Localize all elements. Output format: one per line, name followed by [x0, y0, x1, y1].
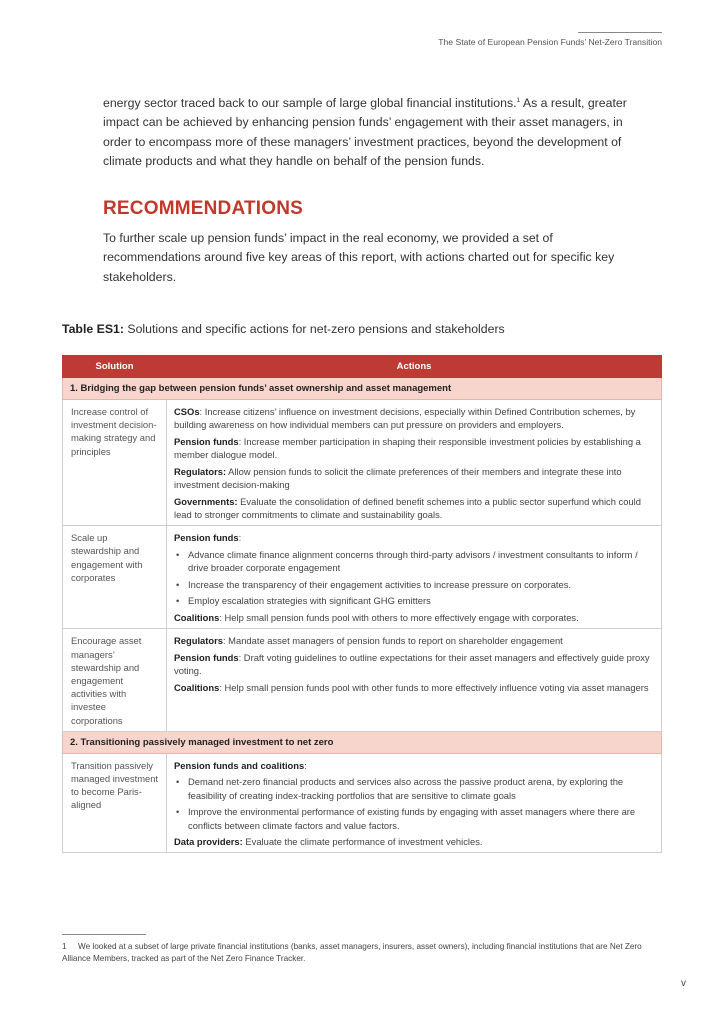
- actions-cell: [167, 526, 662, 629]
- bullet-item: • Improve the environmental performance of existing funds by engaging with asset managers where there are conflicts between climate factors and value factors.: [174, 805, 654, 831]
- action-text: Evaluate the consolidation of defined benefit schemes into a public sector superfund which could lead to stronger commitments to climate and sustainability goals.: [174, 495, 641, 520]
- footnote-text: We looked at a subset of large private financial institutions (banks, asset managers, insurers, asset owners), including financial institutions that are Net Zero Alliance Members, tracked as part of the Net Zero Finance Tracker.: [62, 942, 642, 964]
- footnote-number: 1: [62, 942, 67, 951]
- page-number: v: [681, 978, 686, 989]
- action-actor: CSOs: [174, 406, 200, 417]
- action-item: [174, 835, 654, 848]
- action-item: [174, 465, 654, 491]
- table-row: [63, 629, 662, 731]
- bullet-item: • Increase the transparency of their engagement activities to increase pressure on corporates.: [174, 578, 654, 591]
- column-header-solution: Solution: [63, 356, 167, 378]
- action-actor: Pension funds: [174, 652, 239, 664]
- action-text: : Help small pension funds pool with others to more effectively engage with corporates.: [219, 612, 579, 624]
- action-text: : Help small pension funds pool with other funds to more effectively influence voting via asset managers: [219, 681, 649, 693]
- action-item: [174, 634, 654, 647]
- action-lead-suffix: :: [304, 759, 307, 771]
- table-row: [63, 400, 662, 526]
- action-text: : Increase member participation in shaping their responsible investment policies by establishing a member dialogue model.: [174, 435, 641, 461]
- actions-cell: [167, 753, 662, 853]
- table-header-row: [63, 356, 662, 378]
- solutions-table: [62, 355, 662, 853]
- action-actor: Regulators:: [174, 465, 227, 477]
- action-item: [174, 405, 654, 431]
- action-item: [174, 651, 654, 677]
- header-rule: [578, 32, 662, 33]
- column-header-actions: Actions: [167, 356, 662, 378]
- footnote: [62, 941, 662, 966]
- action-item: [174, 495, 654, 521]
- action-actor: Coalitions: [174, 681, 220, 693]
- bullet-item: • Demand net-zero financial products and services also across the passive product arena, by exploring the feasibility of creating index-tracking portfolios that are sensitive to climate goals: [174, 775, 654, 801]
- solution-cell: Encourage asset managers’ stewardship and engagement activities with investee corporations: [63, 629, 167, 731]
- action-actor: Pension funds: [174, 435, 239, 447]
- action-text: : Increase citizens’ influence on investment decisions, especially within Defined Contribution schemes, by building awareness on how individual members can put pressure on providers and employers.: [174, 406, 636, 431]
- intro-text: energy sector traced back to our sample of large global financial institutions.: [103, 96, 517, 110]
- action-item: [174, 435, 654, 461]
- group-row: [63, 378, 662, 400]
- actions-cell: [167, 629, 662, 731]
- group-title: 2. Transitioning passively managed investment to net zero: [63, 731, 662, 753]
- action-actor: Coalitions: [174, 612, 220, 624]
- footnote-rule: [62, 934, 146, 935]
- action-text: Evaluate the climate performance of investment vehicles.: [242, 836, 483, 848]
- solution-cell: Transition passively managed investment to become Paris-aligned: [63, 753, 167, 853]
- table-row: [63, 526, 662, 629]
- action-actor: Regulators: [174, 635, 223, 647]
- group-row: [63, 731, 662, 753]
- action-text: : Draft voting guidelines to outline expectations for their asset managers and effectively guide proxy voting.: [174, 652, 650, 677]
- table-caption-label: Table ES1:: [62, 322, 124, 336]
- action-lead: [174, 759, 654, 772]
- group-title: 1. Bridging the gap between pension funds’ asset ownership and asset management: [63, 378, 662, 400]
- action-item: [174, 681, 654, 694]
- table-row: [63, 753, 662, 853]
- action-actor: Pension funds: [174, 532, 239, 544]
- action-actor: Pension funds and coalitions: [174, 759, 305, 771]
- bullet-item: • Employ escalation strategies with significant GHG emitters: [174, 594, 654, 607]
- footnote-ref[interactable]: 1: [516, 96, 521, 104]
- action-text: : Mandate asset managers of pension funds to report on shareholder engagement: [222, 635, 563, 647]
- intro-text-continued: As a result, greater impact can be achieved by enhancing pension funds’ engagement with their asset managers, in order to encompass more of these managers’ investment practices, beyond the development of climate products and what they handle on behalf of the pension funds.: [103, 96, 627, 168]
- action-actor: Governments:: [174, 495, 238, 507]
- action-actor: Data providers:: [174, 836, 243, 848]
- solution-cell: Increase control of investment decision-making strategy and principles: [63, 400, 167, 526]
- action-lead-suffix: :: [238, 532, 242, 544]
- action-text: Allow pension funds to solicit the climate preferences of their members and integrate these into investment decision-making: [174, 465, 622, 491]
- table-caption-text: Solutions and specific actions for net-zero pensions and stakeholders: [123, 322, 505, 336]
- action-lead: [174, 531, 654, 544]
- section-heading: RECOMMENDATIONS: [103, 198, 304, 219]
- action-item: [174, 611, 654, 624]
- table-caption: [62, 322, 505, 336]
- running-header: The State of European Pension Funds’ Net-Zero Transition: [438, 37, 662, 47]
- solution-cell: Scale up stewardship and engagement with corporates: [63, 526, 167, 629]
- recommendations-paragraph: To further scale up pension funds’ impact in the real economy, we provided a set of recommendations around five key areas of this report, with actions charted out for specific key stakeholders.: [103, 231, 615, 284]
- bullet-item: • Advance climate finance alignment concerns through third-party advisors / investment consultants to inform / drive broader corporate engagement: [174, 548, 654, 574]
- intro-paragraph: [103, 94, 643, 171]
- actions-cell: [167, 400, 662, 526]
